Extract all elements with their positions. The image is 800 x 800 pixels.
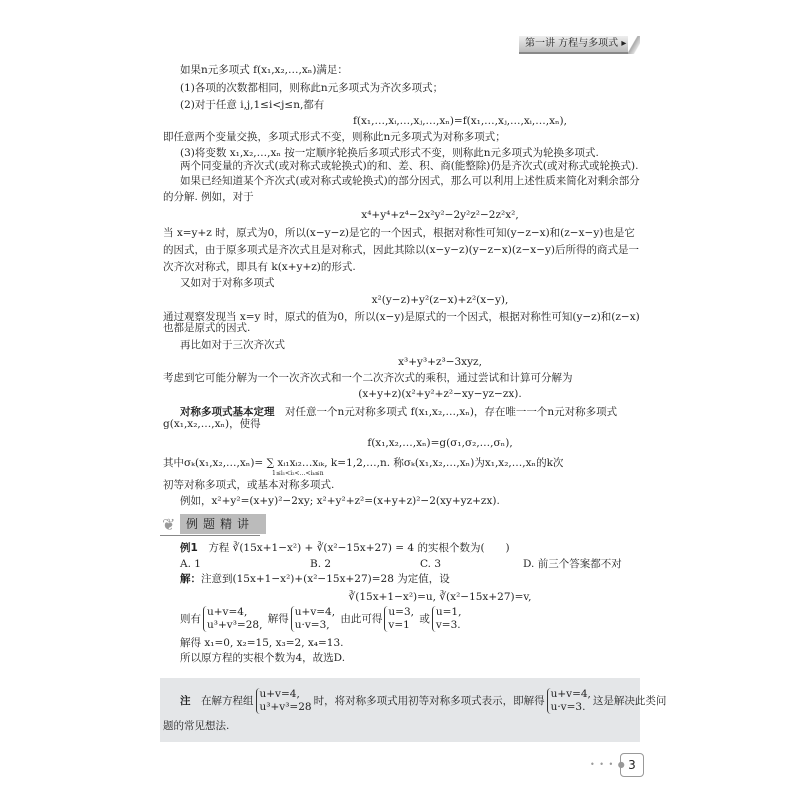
formula: f(x₁,x₂,…,xₙ)=g(σ₁,σ₂,…,σₙ), — [367, 437, 513, 449]
text-line: 例如，x²+y²=(x+y)²−2xy; x²+y²+z²=(x+y+z)²−2(xy+yz+zx). — [180, 495, 500, 507]
text-line: 当 x=y+z 时，原式为0，所以(x−y−z)是它的一个因式，根据对称性可知(y−z−x)和(z−x−y)也是它 — [163, 227, 635, 239]
text-line: 考虑到它可能分解为一个一次齐次式和一个二次齐次式的乘积，通过尝试和计算可分解为 — [163, 372, 573, 384]
sum-subscript: 1≤i₁<i₂<…<iₖ≤n — [272, 470, 324, 477]
text-line: g(x₁,x₂,…,xₙ)，使得 — [163, 418, 261, 430]
eq: u+v=4, — [207, 606, 248, 618]
chapter-header — [519, 36, 635, 54]
text: 则有 — [180, 613, 201, 625]
eq: u·v=3, — [294, 619, 330, 631]
section-banner: 例题精讲 — [180, 514, 266, 534]
equation-system — [432, 606, 462, 632]
text: 由此可得 — [340, 613, 383, 625]
eq: u³+v³=28 — [259, 701, 312, 713]
equation-system — [256, 688, 312, 714]
text-line: 通过观察发现当 x=y 时，原式的值为0，所以(x−y)是原式的一个因式，根据对称性可知(y−z)和(z−x) — [163, 311, 640, 323]
system-line — [180, 606, 463, 632]
note-line — [180, 688, 666, 714]
lotus-icon: ❦ — [162, 515, 176, 534]
eq: u³+v³=28, — [207, 619, 263, 631]
text-line: 如果已经知道某个齐次式(或对称式或轮换式)的部分因式，那么可以利用上述性质来简化对剩余部分 — [180, 175, 640, 187]
option-d: D. 前三个答案都不对 — [523, 558, 622, 570]
text-line: 两个同变量的齐次式(或对称式或轮换式)的和、差、积、商(能整除)仍是齐次式(或对称式或轮换式). — [180, 160, 639, 172]
eq: v=1 — [388, 619, 410, 631]
text: 解得 — [267, 613, 289, 625]
text-line: 次齐次对称式，即具有 k(x+y+z)的形式. — [163, 261, 356, 273]
arrow-icon: ▸ — [621, 38, 627, 49]
note-line: 题的常见想法. — [163, 720, 230, 732]
solution-line — [180, 572, 450, 586]
eq: v=3. — [435, 619, 461, 631]
formula: x³+y³+z³−3xyz, — [398, 356, 482, 368]
eq: u·v=3. — [550, 701, 586, 713]
text-line: 又如对于对称多项式 — [180, 277, 275, 289]
solution-label: 解： — [180, 573, 201, 585]
text-line: 的因式，由于原多项式是齐次式且是对称式，因此其除以(x−y−z)(y−z−x)(z−x−y)后所得的商式是一 — [163, 244, 640, 256]
equation-system — [203, 606, 262, 632]
eq: u=1, — [435, 606, 462, 618]
formula: ∛(15x+1−x²)=u, ∛(x²−15x+27)=v, — [348, 591, 532, 603]
eq: u+v=4, — [259, 688, 300, 700]
formula: x⁴+y⁴+z⁴−2x²y²−2y²z²−2z²x², — [361, 209, 519, 221]
eq: u+v=4, — [294, 606, 336, 618]
text-line: 即任意两个变量交换，多项式形式不变，则称此n元多项式为对称多项式； — [163, 131, 506, 143]
example-label: 例1 — [180, 542, 198, 554]
text-line: (2)对于任意 i,j,1≤i<j≤n,都有 — [180, 99, 325, 111]
text-line: 也都是原式的因式. — [163, 322, 251, 334]
chapter-title: 第一讲 方程与多项式 — [525, 38, 619, 49]
text: 或 — [419, 613, 430, 625]
formula: (x+y+z)(x²+y²+z²−xy−yz−zx). — [358, 388, 522, 400]
theorem-label: 对称多项式基本定理 — [180, 406, 275, 418]
question-text: 方程 ∛(15x+1−x²) + ∛(x²−15x+27) = 4 的实根个数为( ) — [208, 542, 510, 554]
text: 在解方程组 — [201, 695, 254, 707]
formula: x²(y−z)+y²(z−x)+z²(x−y), — [371, 294, 509, 306]
text: 时，将对称多项式用初等对称多项式表示，即解得 — [313, 695, 545, 707]
option-a: A. 1 — [180, 558, 201, 570]
page-dots: • • • ● — [590, 760, 626, 769]
option-c: C. 3 — [420, 558, 442, 570]
text-line: 如果n元多项式 f(x₁,x₂,…,xₙ)满足： — [180, 64, 348, 76]
text-line: 初等对称多项式，或基本对称多项式. — [163, 479, 335, 491]
conclusion-line: 所以原方程的实根个数为4，故选D. — [180, 652, 346, 664]
text-line: 再比如对于三次齐次式 — [180, 339, 285, 351]
header-decoration — [628, 36, 640, 54]
example-question — [180, 541, 510, 555]
roots-line: 解得 x₁=0, x₂=15, x₃=2, x₄=13. — [180, 637, 344, 649]
text-line: 其中σₖ(x₁,x₂,…,xₙ)= ∑ xᵢ₁xᵢ₂…xᵢₖ, k=1,2,…,n. 称σₖ(x₁,x₂,…,xₙ)为x₁,x₂,…,xₙ的k次 — [163, 457, 564, 469]
text: 这是解决此类问 — [592, 695, 667, 707]
equation-system — [291, 606, 335, 632]
equation-system — [384, 606, 414, 632]
eq: u=3, — [388, 606, 415, 618]
eq: u+v=4, — [550, 688, 591, 700]
equation-system — [547, 688, 591, 714]
text-line: (1)各项的次数都相同，则称此n元多项式为齐次多项式； — [180, 82, 444, 94]
text-line: (3)将变数 x₁,x₂,…,xₙ 按一定顺序轮换后多项式形式不变，则称此n元多项式为轮换多项式. — [180, 147, 599, 159]
note-label: 注 — [180, 695, 191, 707]
divider — [160, 535, 260, 536]
option-b: B. 2 — [310, 558, 332, 570]
formula: f(x₁,…,xᵢ,…,xⱼ,…,xₙ)=f(x₁,…,xⱼ,…,xᵢ,…,xₙ), — [353, 115, 567, 127]
text-line: 的分解. 例如，对于 — [163, 191, 254, 203]
theorem-text: 对任意一个n元对称多项式 f(x₁,x₂,…,xₙ)，存在唯一一个n元对称多项式 — [285, 406, 618, 418]
page-number: 3 — [620, 753, 644, 777]
solution-text: 注意到(15x+1−x²)+(x²−15x+27)=28 为定值，设 — [201, 573, 450, 585]
